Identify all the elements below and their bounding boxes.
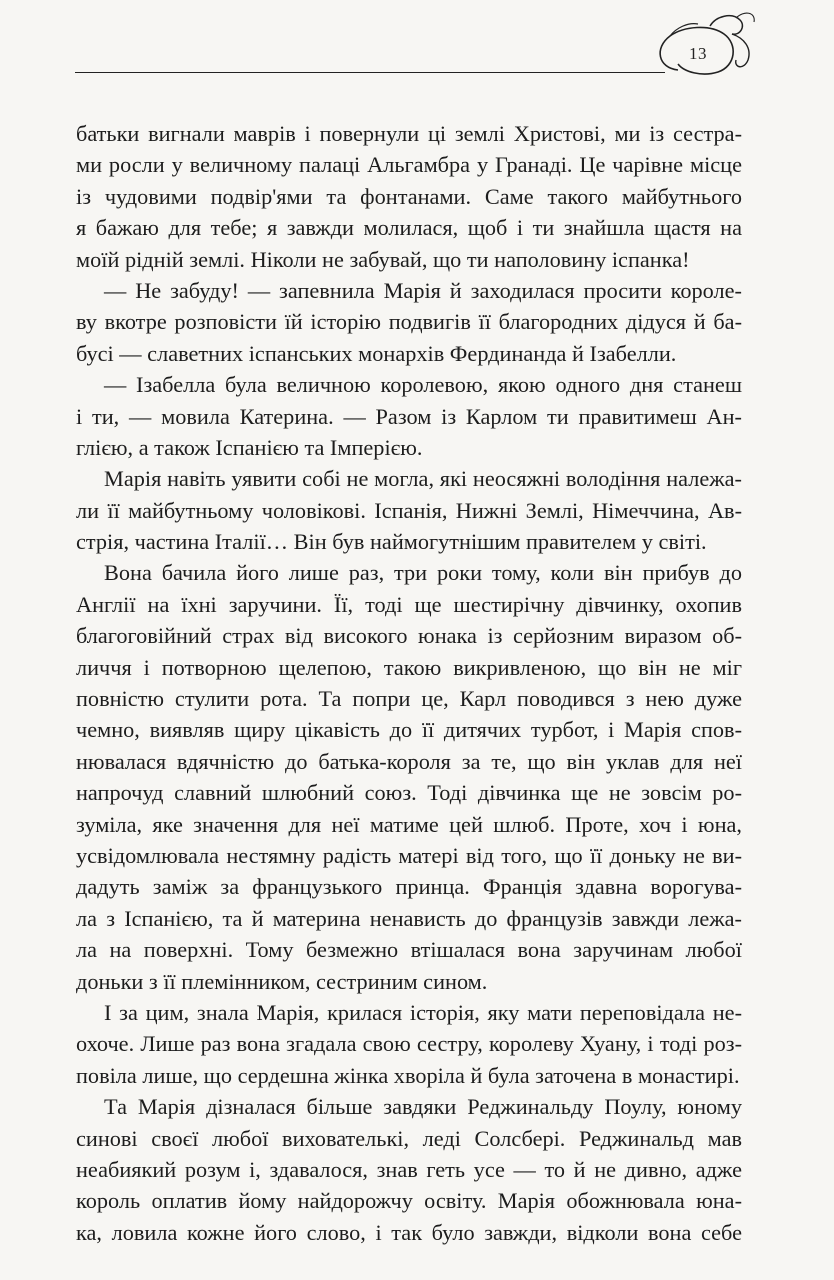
text-line: дадуть заміж за французького принца. Франція здавна ворогува-: [76, 874, 742, 900]
text-line: ву вкотре розповісти їй історію подвигів її благородних дідуся й ба-: [76, 309, 742, 335]
text-line: із чудовими подвір'ями та фонтанами. Саме такого майбутнього: [76, 183, 742, 209]
text-line: личчя і потворною щелепою, такою викривленою, що він не міг: [76, 654, 742, 680]
text-line: Англії на їхні заручини. Її, тоді ще шестирічну дівчинку, охопив: [76, 591, 742, 617]
body-text: [76, 118, 742, 1248]
text-line: охоче. Лише раз вона згадала свою сестру, королеву Хуану, і тоді роз-: [76, 1031, 742, 1057]
text-line: я бажаю для тебе; я завжди молилася, щоб і ти знайшла щастя на: [76, 215, 742, 241]
text-line: король оплатив йому найдорожчу освіту. Марія обожнювала юна-: [76, 1188, 742, 1214]
text-line: — Не забуду! — запевнила Марія й заходилася просити короле-: [104, 277, 742, 303]
text-line: напрочуд славний шлюбний союз. Тоді дівчинка ще не зовсім ро-: [76, 780, 742, 806]
text-line: неабиякий розум і, здавалося, знав геть усе — то й не дивно, адже: [76, 1156, 742, 1182]
text-line: і ти, — мовила Катерина. — Разом із Карлом ти правитимеш Ан-: [76, 403, 742, 429]
text-line: чемно, виявляв щиру цікавість до її дитячих турбот, і Марія спов-: [76, 717, 742, 743]
text-line: — Ізабелла була величною королевою, якою одного дня станеш: [104, 372, 742, 398]
text-line: батьки вигнали маврів і повернули ці землі Христові, ми із сестра-: [76, 121, 742, 146]
text-line: зуміла, яке значення для неї матиме цей шлюб. Проте, хоч і юна,: [76, 811, 742, 837]
text-line: нювалася вдячністю до батька-короля за те, що він уклав для неї: [76, 748, 742, 774]
text-line: І за цим, знала Марія, крилася історія, яку мати переповідала не-: [104, 999, 742, 1025]
text-line: бусі — славетних іспанських монархів Фердинанда й Ізабелли.: [76, 340, 677, 366]
text-line: ла з Іспанією, та й материна ненависть до французів завжди лежа-: [76, 905, 742, 931]
text-line: ли її майбутньому чоловікові. Іспанія, Нижні Землі, Німеччина, Ав-: [76, 497, 742, 523]
text-line: ла на поверхні. Тому безмежно втішалася вона заручинам любої: [76, 937, 742, 963]
text-line: благоговійний страх від високого юнака із серйозним виразом об-: [76, 623, 742, 649]
text-line: глією, а також Іспанією та Імперією.: [76, 434, 423, 460]
text-line: доньки з її племінником, сестриним сином.: [76, 968, 488, 994]
page-header: [0, 0, 834, 100]
text-line: стрія, частина Італії… Він був наймогутнішим правителем у світі.: [76, 529, 707, 555]
text-line: моїй рідній землі. Ніколи не забувай, що ти наполовину іспанка!: [76, 246, 690, 272]
text-line: Та Марія дізналася більше завдяки Реджинальду Поулу, юному: [104, 1094, 742, 1120]
text-line: повіла лише, що сердешна жінка хворіла й була заточена в монастирі.: [76, 1062, 740, 1088]
page-number: 13: [689, 44, 707, 63]
text-line: усвідомлювала нестямну радість матері від того, що її доньку не ви-: [76, 842, 742, 868]
header-rule: [75, 72, 665, 73]
text-line: синові своєї любої вихователькі, леді Солсбері. Реджинальд мав: [76, 1125, 742, 1151]
text-line: Вона бачила його лише раз, три роки тому, коли він прибув до: [104, 560, 742, 586]
text-line: ка, ловила кожне його слово, і так було завжди, відколи вона себе: [76, 1219, 742, 1245]
text-line: повністю стулити рота. Та попри це, Карл поводився з нею дуже: [76, 686, 742, 712]
text-line: Марія навіть уявити собі не могла, які неосяжні володіння належа-: [104, 466, 742, 492]
text-line: ми росли у величному палаці Альгамбра у Гранаді. Це чарівне місце: [76, 152, 742, 178]
